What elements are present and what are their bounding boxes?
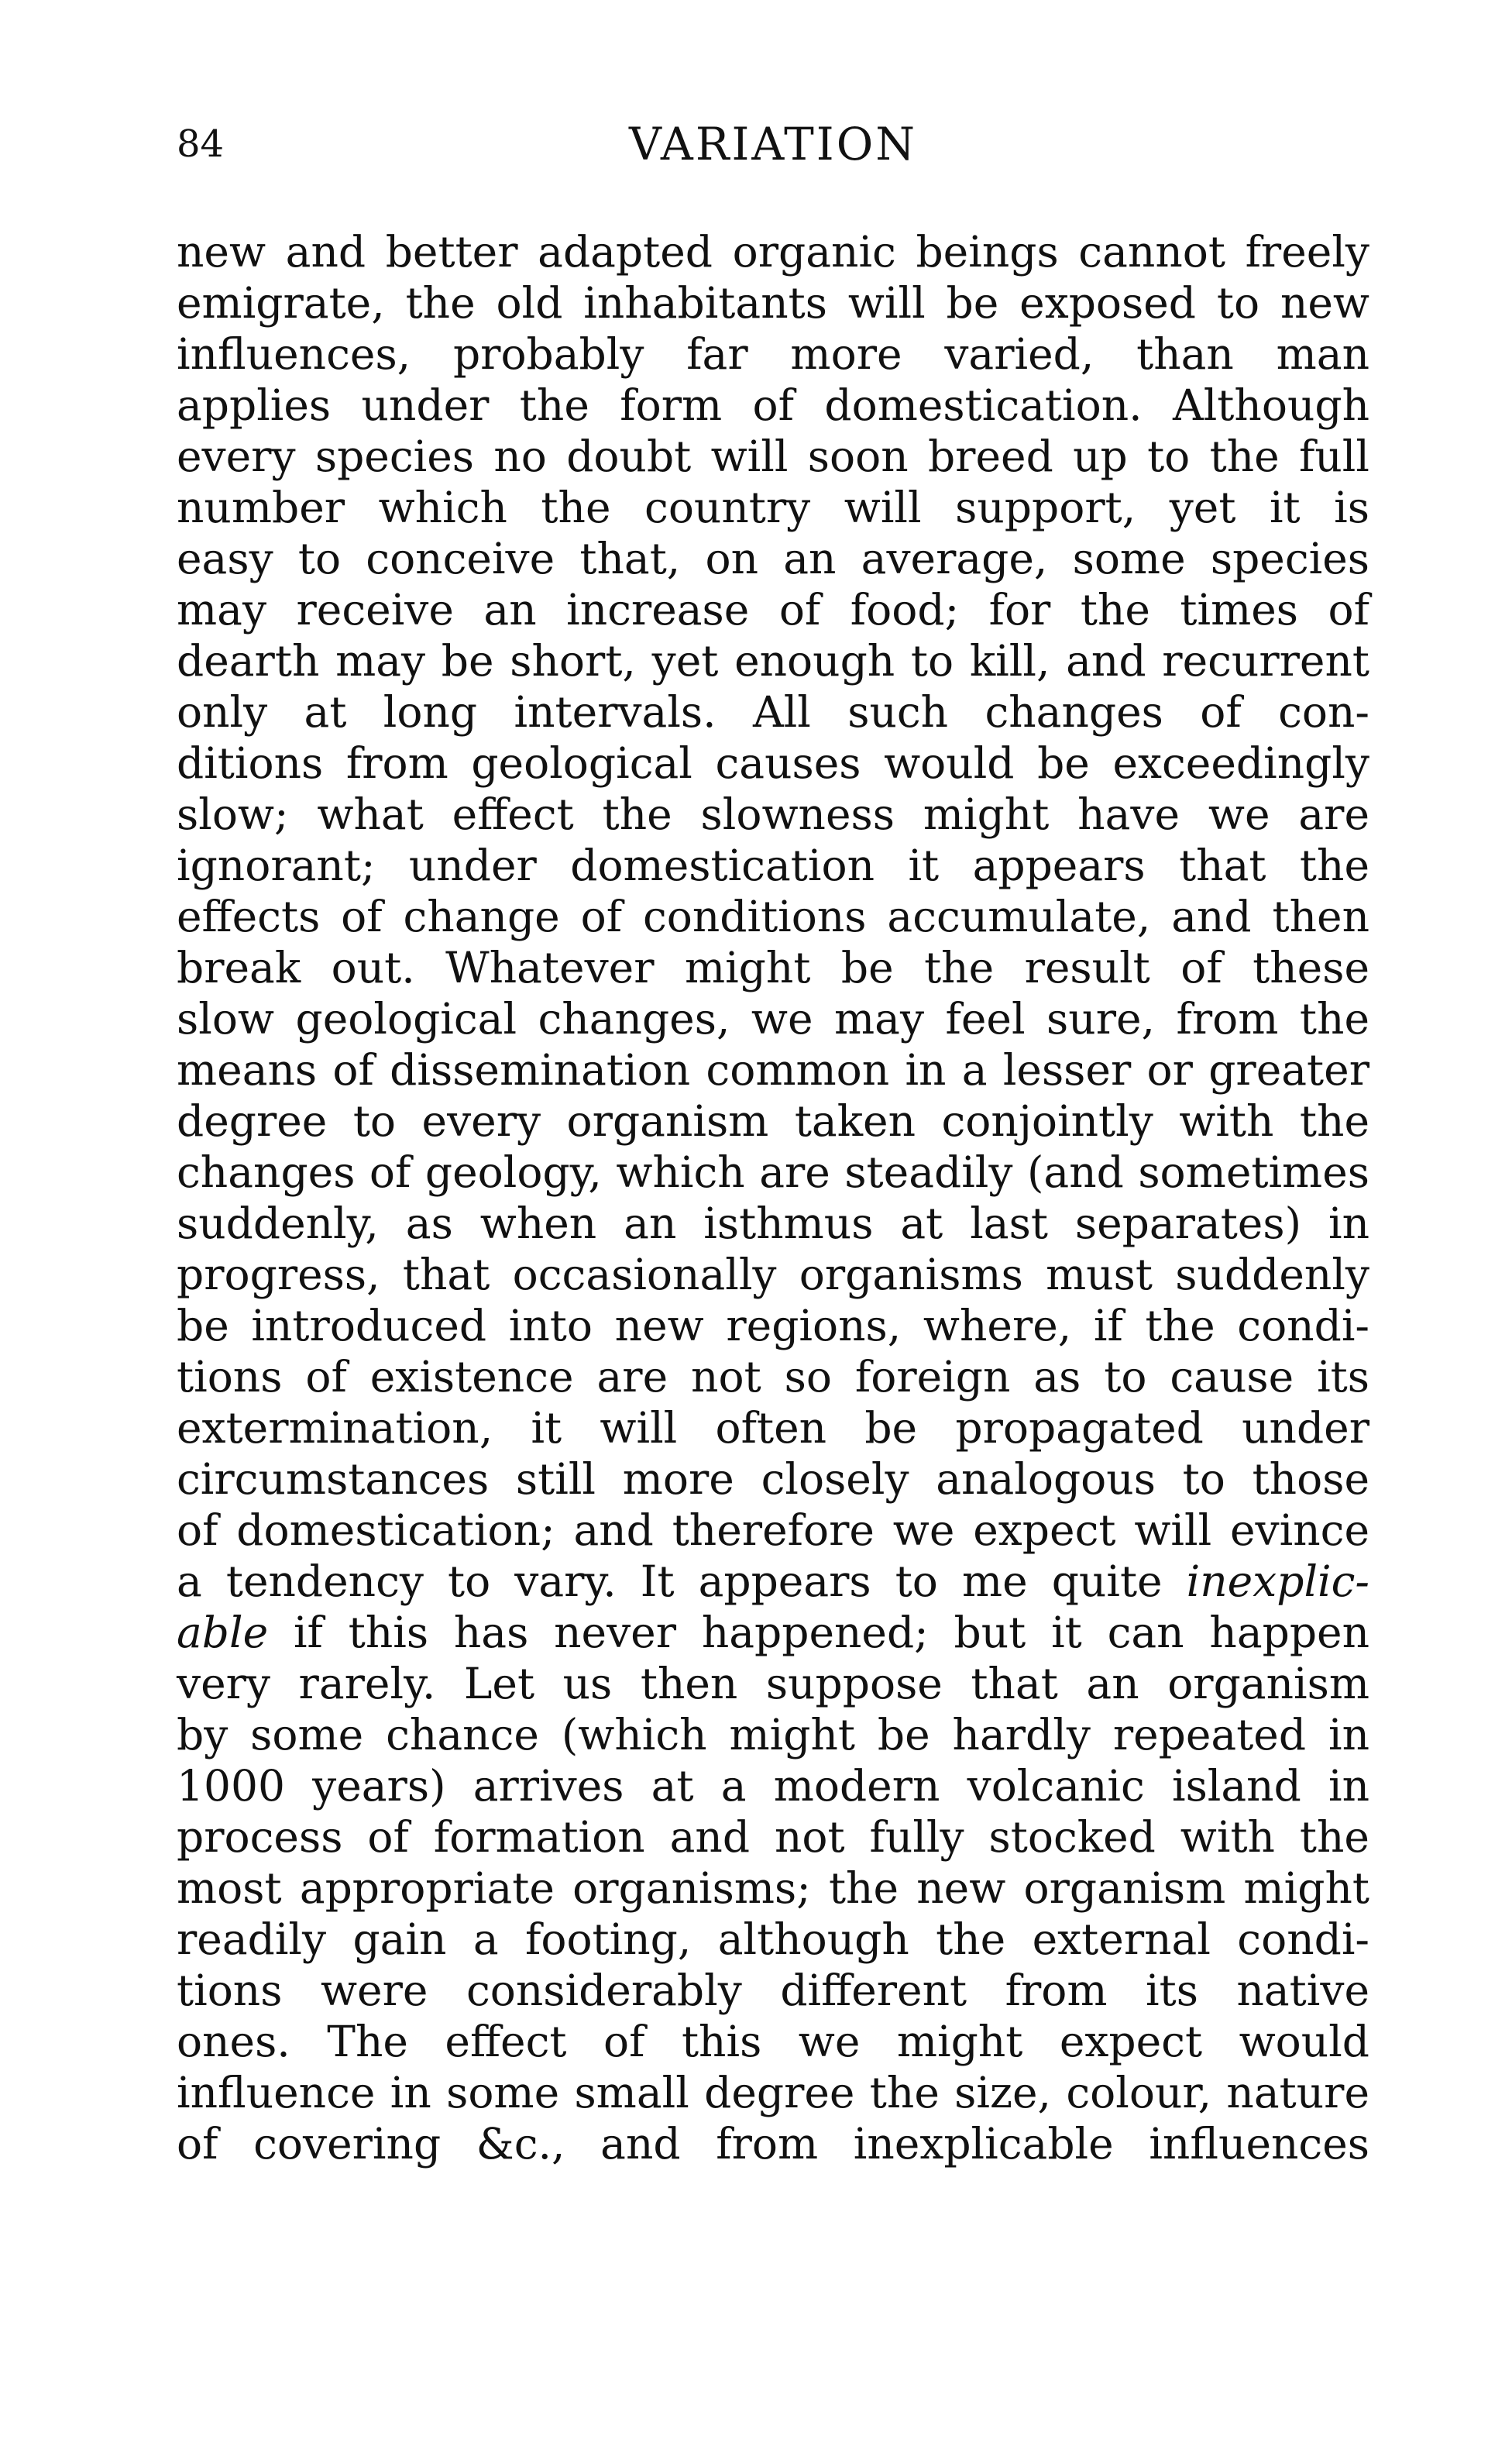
text-line: ditions from geological causes would be exceedingly [177, 738, 1369, 788]
text-line: effects of change of conditions accumulate, and then [177, 892, 1369, 941]
text-line [177, 1556, 1369, 1607]
text-line: dearth may be short, yet enough to kill, and recurrent [177, 636, 1369, 686]
italic-word: able [177, 1608, 269, 1657]
text-line: may receive an increase of food; for the times of [177, 585, 1369, 635]
text-line: by some chance (which might be hardly repeated in [177, 1710, 1369, 1759]
text-line: of domestication; and therefore we expect will evince [177, 1505, 1369, 1555]
text-line: suddenly, as when an isthmus at last separates) in [177, 1199, 1369, 1248]
text-line: influences, probably far more varied, than man [177, 329, 1369, 379]
running-title: VARIATION [628, 118, 918, 170]
text-line: changes of geology, which are steadily (and sometimes [177, 1147, 1369, 1197]
page-number: 84 [177, 122, 225, 166]
text-line: of covering &c., and from inexplicable influences [177, 2119, 1369, 2169]
page-header [177, 113, 1369, 175]
text-line [177, 1607, 1369, 1658]
text-line: very rarely. Let us then suppose that an organism [177, 1659, 1369, 1708]
text-line: slow; what effect the slowness might have we are [177, 789, 1369, 839]
text-line: ignorant; under domestication it appears that the [177, 841, 1369, 890]
text-line: extermination, it will often be propagated under [177, 1403, 1369, 1453]
text-line: applies under the form of domestication. Although [177, 380, 1369, 430]
text-line: new and better adapted organic beings cannot freely [177, 227, 1369, 277]
text-line: tions were considerably different from its native [177, 1966, 1369, 2015]
text-line: progress, that occasionally organisms must suddenly [177, 1250, 1369, 1299]
text-line: means of dissemination common in a lesser or greater [177, 1045, 1369, 1095]
italic-word: inexplic- [1186, 1556, 1370, 1606]
text-line: easy to conceive that, on an average, some species [177, 534, 1369, 583]
text-line: only at long intervals. All such changes of con- [177, 687, 1369, 737]
text-line: break out. Whatever might be the result of these [177, 943, 1369, 992]
text-line: influence in some small degree the size, colour, nature [177, 2068, 1369, 2117]
text-line: emigrate, the old inhabitants will be exposed to new [177, 278, 1369, 328]
text-segment: if this has never happened; but it can happen [293, 1608, 1370, 1657]
text-line: degree to every organism taken conjointly with the [177, 1096, 1369, 1146]
text-line: ones. The effect of this we might expect would [177, 2017, 1369, 2066]
text-line: process of formation and not fully stocked with the [177, 1812, 1369, 1862]
text-line: most appropriate organisms; the new organism might [177, 1863, 1369, 1913]
text-line: slow geological changes, we may feel sure, from the [177, 994, 1369, 1044]
text-segment: a tendency to vary. It appears to me quite [177, 1556, 1163, 1606]
text-line: tions of existence are not so foreign as to cause its [177, 1352, 1369, 1402]
text-line: readily gain a footing, although the external condi- [177, 1914, 1369, 1964]
body-paragraph [177, 226, 1369, 2169]
text-line: 1000 years) arrives at a modern volcanic island in [177, 1761, 1369, 1811]
text-line: every species no doubt will soon breed up to the full [177, 432, 1369, 481]
text-line: circumstances still more closely analogous to those [177, 1454, 1369, 1504]
text-line: be introduced into new regions, where, if the condi- [177, 1301, 1369, 1350]
text-line: number which the country will support, yet it is [177, 483, 1369, 532]
